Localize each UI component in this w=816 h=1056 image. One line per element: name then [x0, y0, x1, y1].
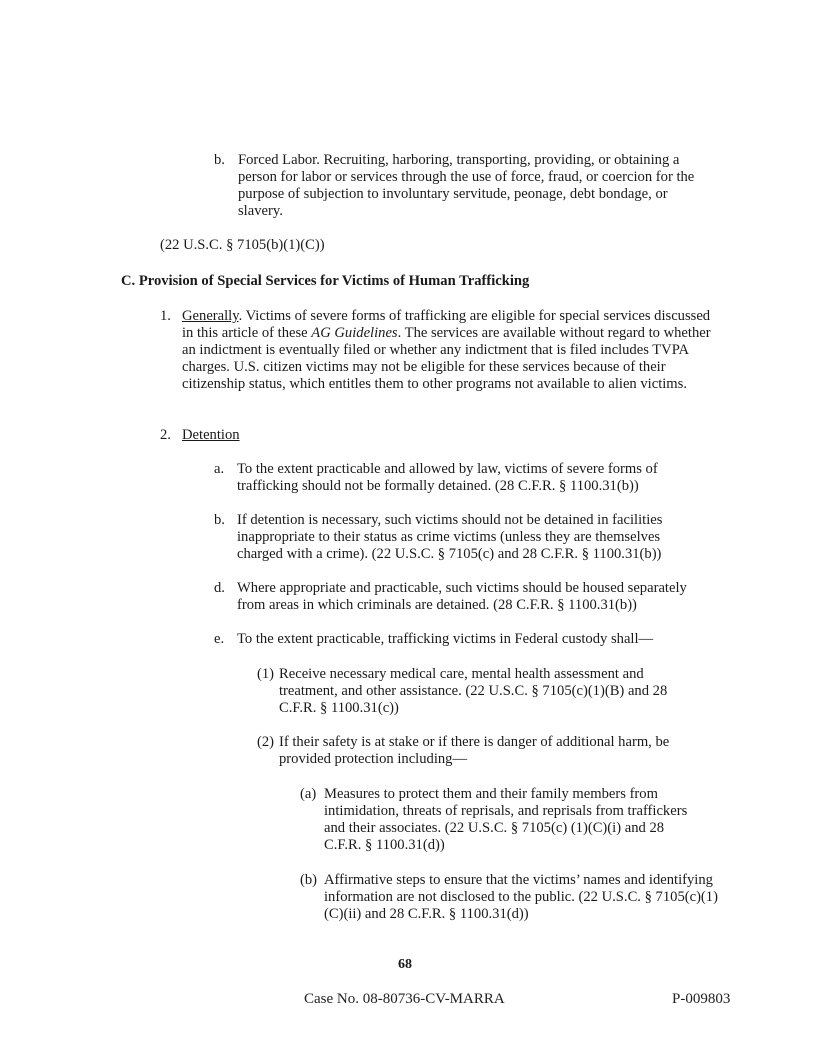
item-marker: b.	[214, 512, 225, 528]
item-marker: (b)	[300, 872, 318, 888]
page-number: 68	[398, 957, 412, 972]
generally-paragraph	[182, 308, 722, 393]
generally-text-a: . Victims of severe forms of trafficking are eligible for special services discussed in this article of these	[182, 308, 711, 341]
detention-b-text: If detention is necessary, such victims should not be detained in facilities inappropriate to their status as crime victims (unless they are themselves charged with a crime). (22 U.S.C. § 7105(c) and 28 C.F.R. § 1100.31(b))	[237, 512, 663, 562]
subitem-2b-text: Affirmative steps to ensure that the victims’ names and identifying information are not disclosed to the public. (22 U.S.C. § 7105(c)(1)(C)(ii) and 28 C.F.R. § 1100.31(d))	[324, 872, 718, 922]
detention-d-text: Where appropriate and practicable, such victims should be housed separately from areas in which criminals are detained. (28 C.F.R. § 1100.31(b))	[237, 580, 687, 613]
item-marker: (a)	[300, 786, 317, 802]
detention-e-text: To the extent practicable, trafficking victims in Federal custody shall—	[237, 631, 654, 647]
generally-title: Generally	[182, 308, 239, 324]
bates-number: P-009803	[672, 991, 731, 1007]
section-c-heading: C. Provision of Special Services for Victims of Human Trafficking	[121, 273, 530, 289]
case-number: Case No. 08-80736-CV-MARRA	[304, 991, 505, 1007]
subitem-1-text: Receive necessary medical care, mental health assessment and treatment, and other assistance. (22 U.S.C. § 7105(c)(1)(B) and 28 C.F.R. § 1100.31(c))	[279, 666, 668, 716]
detention-a-text: To the extent practicable and allowed by law, victims of severe forms of trafficking should not be formally detained. (28 C.F.R. § 1100.31(b))	[237, 461, 658, 494]
item-marker: e.	[214, 631, 225, 647]
forced-labor-title: Forced Labor.	[238, 152, 320, 168]
forced-labor-paragraph	[238, 152, 708, 220]
item-marker: d.	[214, 580, 225, 596]
generally-text-italic: AG Guidelines	[311, 325, 398, 341]
forced-labor-text: Recruiting, harboring, transporting, providing, or obtaining a person for labor or services through the use of force, fraud, or coercion for the purpose of subjection to involuntary servitude, peonage, debt bondage, or slavery.	[238, 152, 695, 219]
subitem-2-text: If their safety is at stake or if there is danger of additional harm, be provided protection including—	[279, 734, 670, 767]
detention-title: Detention	[182, 427, 240, 443]
item-marker: b.	[214, 152, 225, 168]
item-marker: (2)	[257, 734, 275, 750]
generally-text-b: . The services are available without regard to whether an indictment is eventually filed or whether any indictment that is filed includes TVPA charges. U.S. citizen victims may not be eligible for these services because of their citizenship status, which entitles them to other programs not available to alien victims.	[182, 325, 711, 392]
item-marker: 1.	[160, 308, 171, 324]
subitem-2a-text: Measures to protect them and their family members from intimidation, threats of reprisals, and reprisals from traffickers and their associates. (22 U.S.C. § 7105(c) (1)(C)(i) and 28 C.F.R. § 1100.31(d))	[324, 786, 688, 853]
item-marker: (1)	[257, 666, 275, 682]
item-marker: 2.	[160, 427, 171, 443]
statute-citation: (22 U.S.C. § 7105(b)(1)(C))	[160, 237, 325, 253]
item-marker: a.	[214, 461, 225, 477]
